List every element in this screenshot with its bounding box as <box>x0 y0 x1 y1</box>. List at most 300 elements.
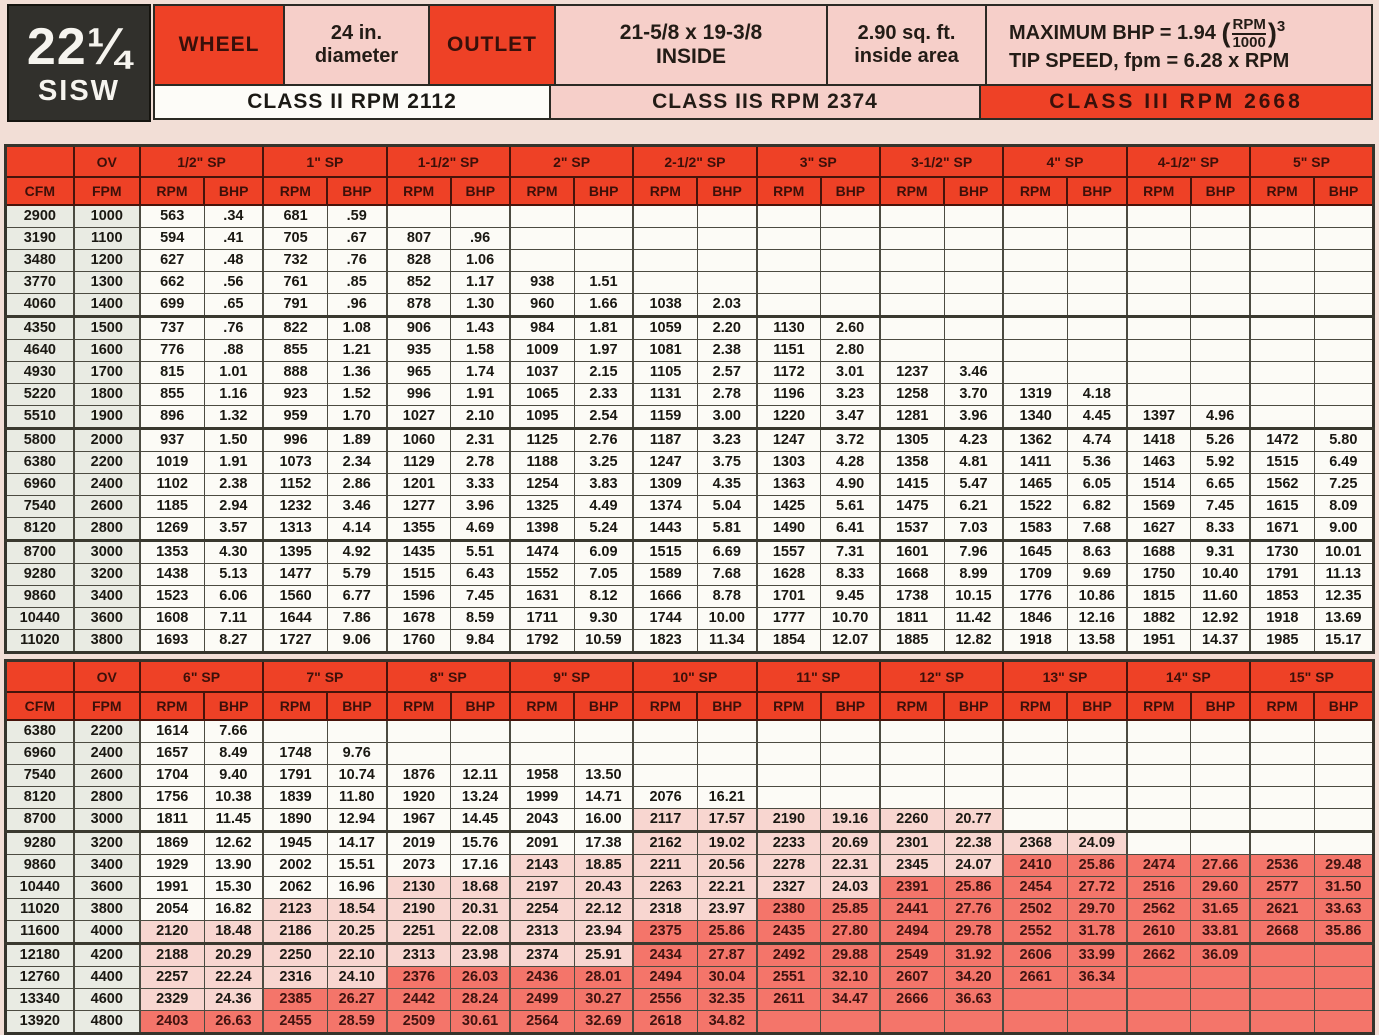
empty-cell <box>1067 317 1126 340</box>
empty-cell <box>1314 944 1373 967</box>
fpm-cell: 2600 <box>74 765 140 787</box>
empty-cell <box>1191 743 1250 765</box>
outlet-size-label: INSIDE <box>655 45 726 68</box>
rpm-cell: 2250 <box>263 944 327 967</box>
bhp-cell: 15.17 <box>1314 630 1373 653</box>
empty-cell <box>510 743 574 765</box>
rpm-cell: 822 <box>263 317 327 340</box>
bhp-cell: 10.74 <box>327 765 386 787</box>
bhp-cell: 4.92 <box>327 541 386 564</box>
bhp-cell: 25.86 <box>944 877 1003 899</box>
bhp-cell: 15.76 <box>451 832 510 855</box>
cfm-cell: 11020 <box>6 630 74 653</box>
rpm-cell: 1882 <box>1127 608 1191 630</box>
bhp-cell: 11.45 <box>204 809 263 832</box>
empty-cell <box>1127 317 1191 340</box>
rpm-cell: 2606 <box>1003 944 1067 967</box>
bhp-subheader: BHP <box>451 692 510 720</box>
rpm-cell: 1398 <box>510 518 574 541</box>
empty-cell <box>1250 743 1314 765</box>
rpm-cell: 1560 <box>263 586 327 608</box>
rpm-cell: 1727 <box>263 630 327 653</box>
empty-cell <box>574 205 633 228</box>
bhp-cell: 14.17 <box>327 832 386 855</box>
empty-cell <box>1127 743 1191 765</box>
rpm-cell: 1701 <box>757 586 821 608</box>
empty-cell <box>1127 250 1191 272</box>
rpm-cell: 2197 <box>510 877 574 899</box>
rpm-cell: 2455 <box>263 1011 327 1034</box>
formula-exponent: 3 <box>1276 17 1286 35</box>
rpm-cell: 1657 <box>140 743 204 765</box>
bhp-cell: 36.34 <box>1067 967 1126 989</box>
rpm-cell: 1885 <box>880 630 944 653</box>
bhp-cell: 6.65 <box>1191 474 1250 496</box>
bhp-cell: 3.57 <box>204 518 263 541</box>
empty-cell <box>944 228 1003 250</box>
empty-cell <box>1127 1011 1191 1034</box>
bhp-subheader: BHP <box>697 692 756 720</box>
rpm-cell: 1019 <box>140 452 204 474</box>
cfm-cell: 6960 <box>6 474 74 496</box>
rpm-cell: 1958 <box>510 765 574 787</box>
rpm-cell: 776 <box>140 340 204 362</box>
rpm-cell: 2385 <box>263 989 327 1011</box>
fpm-cell: 3600 <box>74 608 140 630</box>
inside-area-value: 2.90 sq. ft. <box>857 22 956 44</box>
bhp-subheader: BHP <box>1314 177 1373 205</box>
cfm-cell: 10440 <box>6 877 74 899</box>
rpm-cell: 1374 <box>633 496 697 518</box>
bhp-cell: 4.35 <box>697 474 756 496</box>
bhp-cell: 2.38 <box>697 340 756 362</box>
bhp-cell: 22.24 <box>204 967 263 989</box>
rpm-cell: 2436 <box>510 967 574 989</box>
rpm-cell: 1037 <box>510 362 574 384</box>
rpm-cell: 1756 <box>140 787 204 809</box>
rpm-cell: 2123 <box>263 899 327 921</box>
fpm-cell: 1200 <box>74 250 140 272</box>
empty-cell <box>1250 406 1314 429</box>
bhp-cell: 20.56 <box>697 855 756 877</box>
empty-cell <box>1127 228 1191 250</box>
bhp-cell: 3.72 <box>821 429 880 452</box>
rpm-cell: 1477 <box>263 564 327 586</box>
bhp-cell: 9.45 <box>821 586 880 608</box>
table-row <box>6 832 1374 855</box>
bhp-cell: 2.94 <box>204 496 263 518</box>
empty-cell <box>880 228 944 250</box>
rpm-cell: 1418 <box>1127 429 1191 452</box>
empty-cell <box>633 720 697 743</box>
bhp-cell: 25.86 <box>697 921 756 944</box>
fpm-cell: 1000 <box>74 205 140 228</box>
bhp-cell: 2.03 <box>697 294 756 317</box>
empty-cell <box>880 765 944 787</box>
cfm-cell: 3480 <box>6 250 74 272</box>
fpm-cell: 4000 <box>74 921 140 944</box>
cfm-cell: 9860 <box>6 855 74 877</box>
rpm-cell: 1060 <box>387 429 451 452</box>
table-row <box>6 228 1374 250</box>
bhp-cell: 35.86 <box>1314 921 1373 944</box>
bhp-cell: 4.90 <box>821 474 880 496</box>
rpm-cell: 1744 <box>633 608 697 630</box>
empty-cell <box>387 743 451 765</box>
bhp-cell: 5.61 <box>821 496 880 518</box>
bhp-cell: 30.61 <box>451 1011 510 1034</box>
bhp-cell: 2.20 <box>697 317 756 340</box>
cfm-cell: 8700 <box>6 541 74 564</box>
bhp-cell: 27.80 <box>821 921 880 944</box>
bhp-cell: 26.03 <box>451 967 510 989</box>
class-rating-row <box>153 84 1373 120</box>
table-row <box>6 743 1374 765</box>
bhp-cell: 1.01 <box>204 362 263 384</box>
bhp-cell: 5.36 <box>1067 452 1126 474</box>
rpm-cell: 2442 <box>387 989 451 1011</box>
rpm-cell: 1474 <box>510 541 574 564</box>
rpm-cell: 2618 <box>633 1011 697 1034</box>
rpm-cell: 1951 <box>1127 630 1191 653</box>
fpm-cell: 2400 <box>74 474 140 496</box>
rpm-cell: 1562 <box>1250 474 1314 496</box>
bhp-cell: 3.46 <box>944 362 1003 384</box>
empty-cell <box>1067 1011 1126 1034</box>
empty-cell <box>757 250 821 272</box>
empty-cell <box>1067 720 1126 743</box>
bhp-cell: 1.21 <box>327 340 386 362</box>
rpm-cell: 2662 <box>1127 944 1191 967</box>
empty-cell <box>1003 272 1067 294</box>
table-row <box>6 496 1374 518</box>
fpm-cell: 1100 <box>74 228 140 250</box>
empty-cell <box>1191 809 1250 832</box>
bhp-cell: 3.23 <box>821 384 880 406</box>
rpm-cell: 855 <box>263 340 327 362</box>
bhp-cell: 6.05 <box>1067 474 1126 496</box>
rpm-cell: 2190 <box>387 899 451 921</box>
bhp-cell: 1.32 <box>204 406 263 429</box>
rpm-cell: 828 <box>387 250 451 272</box>
empty-cell <box>821 787 880 809</box>
rpm-cell: 1918 <box>1003 630 1067 653</box>
bhp-cell: 27.72 <box>1067 877 1126 899</box>
cfm-cell: 3190 <box>6 228 74 250</box>
empty-cell <box>1003 809 1067 832</box>
rpm-cell: 2368 <box>1003 832 1067 855</box>
empty-cell <box>633 205 697 228</box>
bhp-cell: 28.59 <box>327 1011 386 1034</box>
rpm-cell: 2375 <box>633 921 697 944</box>
bhp-cell: 13.50 <box>574 765 633 787</box>
bhp-cell: 20.31 <box>451 899 510 921</box>
bhp-cell: 5.13 <box>204 564 263 586</box>
bhp-cell: 18.54 <box>327 899 386 921</box>
bhp-cell: 23.97 <box>697 899 756 921</box>
empty-cell <box>1127 832 1191 855</box>
rpm-cell: 662 <box>140 272 204 294</box>
empty-cell <box>1250 340 1314 362</box>
rpm-cell: 1628 <box>757 564 821 586</box>
rpm-cell: 1523 <box>140 586 204 608</box>
empty-cell <box>697 250 756 272</box>
rpm-cell: 888 <box>263 362 327 384</box>
rpm-cell: 1569 <box>1127 496 1191 518</box>
empty-cell <box>880 787 944 809</box>
empty-cell <box>1250 362 1314 384</box>
bhp-cell: 22.31 <box>821 855 880 877</box>
bhp-cell: 24.36 <box>204 989 263 1011</box>
bhp-cell: 18.68 <box>451 877 510 899</box>
bhp-cell: 4.74 <box>1067 429 1126 452</box>
bhp-cell: 2.86 <box>327 474 386 496</box>
rpm-cell: 681 <box>263 205 327 228</box>
table-row <box>6 317 1374 340</box>
table-row <box>6 474 1374 496</box>
table-row <box>6 250 1374 272</box>
rpm-cell: 1125 <box>510 429 574 452</box>
bhp-cell: 13.58 <box>1067 630 1126 653</box>
rpm-cell: 1645 <box>1003 541 1067 564</box>
bhp-cell: 9.76 <box>327 743 386 765</box>
empty-cell <box>1067 250 1126 272</box>
bhp-cell: 7.68 <box>697 564 756 586</box>
empty-cell <box>574 228 633 250</box>
rpm-cell: 1627 <box>1127 518 1191 541</box>
rpm-cell: 1920 <box>387 787 451 809</box>
fpm-cell: 1600 <box>74 340 140 362</box>
rpm-cell: 1791 <box>1250 564 1314 586</box>
empty-cell <box>1250 832 1314 855</box>
cfm-cell: 5220 <box>6 384 74 406</box>
rpm-cell: 1237 <box>880 362 944 384</box>
bhp-cell: 23.98 <box>451 944 510 967</box>
rpm-cell: 2666 <box>880 989 944 1011</box>
bhp-cell: 17.38 <box>574 832 633 855</box>
rpm-cell: 1985 <box>1250 630 1314 653</box>
bhp-cell: 2.33 <box>574 384 633 406</box>
table-row <box>6 272 1374 294</box>
bhp-cell: 12.92 <box>1191 608 1250 630</box>
empty-cell <box>1314 294 1373 317</box>
rpm-cell: 2251 <box>387 921 451 944</box>
empty-cell <box>1314 743 1373 765</box>
empty-cell <box>1191 340 1250 362</box>
bhp-cell: 2.76 <box>574 429 633 452</box>
bhp-cell: 1.50 <box>204 429 263 452</box>
empty-cell <box>944 205 1003 228</box>
rpm-cell: 2188 <box>140 944 204 967</box>
bhp-cell: 19.02 <box>697 832 756 855</box>
bhp-cell: 7.45 <box>451 586 510 608</box>
rpm-cell: 959 <box>263 406 327 429</box>
empty-cell <box>1314 1011 1373 1034</box>
table-row <box>6 989 1374 1011</box>
fraction-denominator: 1000 <box>1232 33 1266 51</box>
table-row <box>6 564 1374 586</box>
sp-col-header: 5" SP <box>1250 146 1374 178</box>
bhp-cell: 20.25 <box>327 921 386 944</box>
rpm-cell: 2263 <box>633 877 697 899</box>
bhp-cell: 12.11 <box>451 765 510 787</box>
performance-table-low-pressure <box>4 144 1375 654</box>
bhp-cell: 3.96 <box>451 496 510 518</box>
empty-cell <box>1067 989 1126 1011</box>
bhp-cell: 7.86 <box>327 608 386 630</box>
rpm-cell: 1038 <box>633 294 697 317</box>
rpm-cell: 1589 <box>633 564 697 586</box>
sp-col-header: 1-1/2" SP <box>387 146 510 178</box>
bhp-cell: 7.66 <box>204 720 263 743</box>
empty-cell <box>1127 765 1191 787</box>
rpm-cell: 2611 <box>757 989 821 1011</box>
empty-cell <box>1314 967 1373 989</box>
empty-cell <box>1250 294 1314 317</box>
rpm-cell: 563 <box>140 205 204 228</box>
bhp-cell: .65 <box>204 294 263 317</box>
rpm-cell: 2211 <box>633 855 697 877</box>
bhp-cell: 24.03 <box>821 877 880 899</box>
bhp-cell: 24.07 <box>944 855 1003 877</box>
rpm-cell: 896 <box>140 406 204 429</box>
bhp-cell: 4.96 <box>1191 406 1250 429</box>
bhp-cell: 8.27 <box>204 630 263 653</box>
empty-cell <box>821 250 880 272</box>
bhp-cell: 22.38 <box>944 832 1003 855</box>
bhp-cell: 5.81 <box>697 518 756 541</box>
rpm-cell: 1945 <box>263 832 327 855</box>
rpm-cell: 1614 <box>140 720 204 743</box>
rpm-cell: 2329 <box>140 989 204 1011</box>
bhp-cell: .48 <box>204 250 263 272</box>
bhp-cell: 29.60 <box>1191 877 1250 899</box>
bhp-cell: 17.57 <box>697 809 756 832</box>
empty-cell <box>1003 294 1067 317</box>
rpm-cell: 1760 <box>387 630 451 653</box>
rpm-cell: 1277 <box>387 496 451 518</box>
bhp-cell: 3.01 <box>821 362 880 384</box>
rpm-cell: 1815 <box>1127 586 1191 608</box>
header-spec-row <box>153 4 1373 86</box>
fpm-cell: 3800 <box>74 899 140 921</box>
fpm-cell: 2200 <box>74 452 140 474</box>
rpm-cell: 1129 <box>387 452 451 474</box>
empty-cell <box>1067 340 1126 362</box>
rpm-cell: 1411 <box>1003 452 1067 474</box>
cfm-cell: 9280 <box>6 832 74 855</box>
rpm-cell: 1999 <box>510 787 574 809</box>
outlet-label: OUTLET <box>447 32 537 56</box>
empty-cell <box>1127 384 1191 406</box>
bhp-cell: 2.10 <box>451 406 510 429</box>
table-row <box>6 1011 1374 1034</box>
empty-cell <box>1191 989 1250 1011</box>
bhp-cell: 25.85 <box>821 899 880 921</box>
rpm-cell: 627 <box>140 250 204 272</box>
bhp-cell: 5.26 <box>1191 429 1250 452</box>
sp-col-header: 1" SP <box>263 146 386 178</box>
empty-cell <box>263 720 327 743</box>
empty-cell <box>944 1011 1003 1034</box>
bhp-cell: 8.09 <box>1314 496 1373 518</box>
fpm-cell: 1700 <box>74 362 140 384</box>
empty-cell <box>697 720 756 743</box>
empty-cell <box>757 205 821 228</box>
rpm-cell: 1247 <box>633 452 697 474</box>
bhp-cell: 31.78 <box>1067 921 1126 944</box>
rpm-cell: 2499 <box>510 989 574 1011</box>
bhp-cell: 8.33 <box>1191 518 1250 541</box>
rpm-cell: 1254 <box>510 474 574 496</box>
rpm-cell: 1668 <box>880 564 944 586</box>
bhp-cell: 12.16 <box>1067 608 1126 630</box>
bhp-cell: .41 <box>204 228 263 250</box>
bhp-cell: 7.03 <box>944 518 1003 541</box>
rpm-cell: 1515 <box>387 564 451 586</box>
bhp-cell: 5.47 <box>944 474 1003 496</box>
rpm-cell: 1438 <box>140 564 204 586</box>
fpm-cell: 1400 <box>74 294 140 317</box>
cfm-cell: 12760 <box>6 967 74 989</box>
bhp-cell: 7.68 <box>1067 518 1126 541</box>
rpm-cell: 2117 <box>633 809 697 832</box>
empty-cell <box>1191 1011 1250 1034</box>
sp-col-header: 15" SP <box>1250 661 1374 693</box>
empty-cell <box>697 228 756 250</box>
cfm-cell: 11600 <box>6 921 74 944</box>
rpm-cell: 2610 <box>1127 921 1191 944</box>
rpm-cell: 2454 <box>1003 877 1067 899</box>
bhp-cell: 1.51 <box>574 272 633 294</box>
bhp-cell: 8.33 <box>821 564 880 586</box>
empty-cell <box>1127 340 1191 362</box>
fpm-cell: 2800 <box>74 787 140 809</box>
rpm-cell: 984 <box>510 317 574 340</box>
rpm-cell: 1811 <box>880 608 944 630</box>
bhp-cell: 2.15 <box>574 362 633 384</box>
bhp-cell: 14.45 <box>451 809 510 832</box>
empty-cell <box>1191 967 1250 989</box>
empty-cell <box>757 787 821 809</box>
rpm-cell: 996 <box>387 384 451 406</box>
empty-cell <box>633 228 697 250</box>
bhp-cell: 27.66 <box>1191 855 1250 877</box>
cfm-cell: 8700 <box>6 809 74 832</box>
cfm-cell: 10440 <box>6 608 74 630</box>
empty-cell <box>1003 1011 1067 1034</box>
bhp-cell: .96 <box>451 228 510 250</box>
empty-cell <box>633 743 697 765</box>
rpm-cell: 1853 <box>1250 586 1314 608</box>
empty-cell <box>451 743 510 765</box>
empty-cell <box>1003 317 1067 340</box>
rpm-subheader: RPM <box>140 692 204 720</box>
bhp-cell: 3.33 <box>451 474 510 496</box>
empty-cell <box>1314 989 1373 1011</box>
sp-col-header: 10" SP <box>633 661 756 693</box>
bhp-cell: 22.21 <box>697 877 756 899</box>
bhp-cell: 11.13 <box>1314 564 1373 586</box>
empty-cell <box>510 250 574 272</box>
bhp-cell: 10.70 <box>821 608 880 630</box>
bhp-cell: 4.45 <box>1067 406 1126 429</box>
rpm-cell: 2607 <box>880 967 944 989</box>
rpm-cell: 1159 <box>633 406 697 429</box>
fpm-cell: 2400 <box>74 743 140 765</box>
bhp-cell: 1.06 <box>451 250 510 272</box>
table-row <box>6 809 1374 832</box>
